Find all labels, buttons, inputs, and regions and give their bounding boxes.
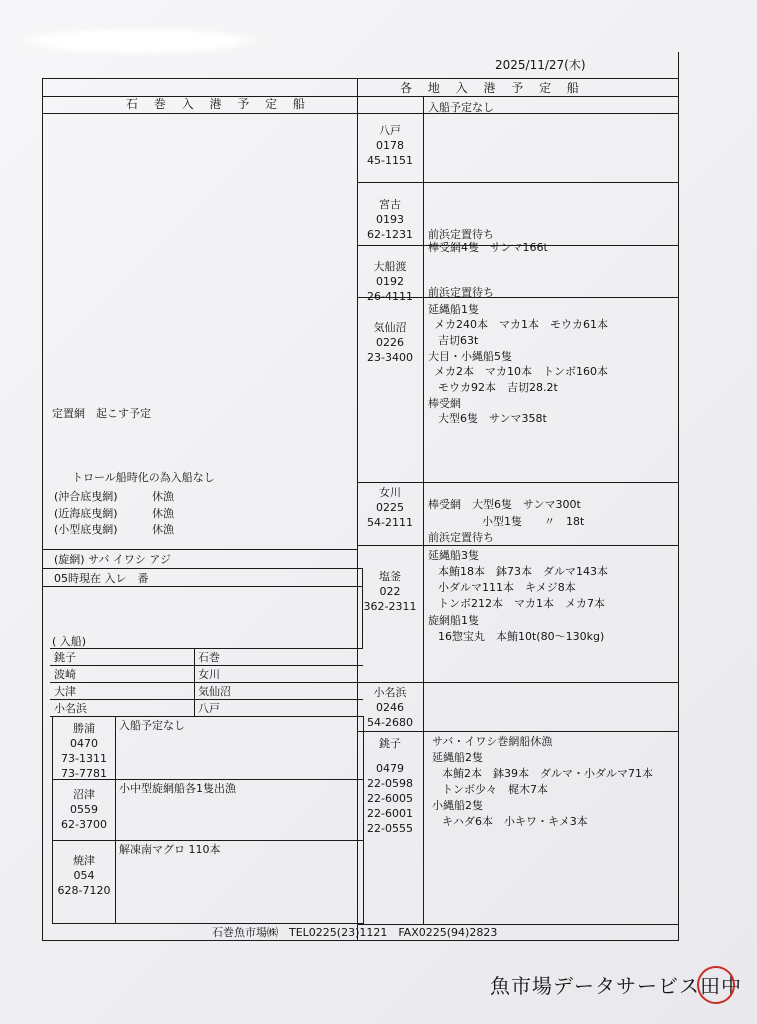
port-note: 大目・小縄船5隻 bbox=[428, 350, 512, 363]
row-line bbox=[50, 716, 363, 717]
spacer bbox=[358, 751, 422, 761]
time-status: 05時現在 入レ 番 bbox=[54, 572, 149, 585]
right-header: 各 地 入 港 予 定 船 bbox=[400, 81, 585, 95]
port-phone: 054 bbox=[73, 869, 95, 882]
port-name: 勝浦 bbox=[73, 722, 95, 735]
port-onagawa bbox=[358, 485, 422, 530]
trawl-note: トロール船時化の為入船なし bbox=[72, 471, 215, 484]
port-numazu bbox=[52, 787, 116, 832]
port-phone: 0178 bbox=[376, 139, 404, 152]
port-yaizu bbox=[52, 853, 116, 898]
trawl-row-type: (小型底曳網) bbox=[54, 523, 118, 536]
port-katsuura bbox=[52, 721, 116, 781]
port-phone: 0192 bbox=[376, 275, 404, 288]
port-kesennuma bbox=[358, 320, 422, 365]
table-bottom-border bbox=[42, 940, 679, 941]
blurred-header bbox=[18, 28, 258, 54]
col-line bbox=[423, 96, 424, 924]
inbound-to: 気仙沼 bbox=[198, 685, 231, 698]
port-phone: 22-6001 bbox=[367, 807, 413, 820]
port-choshi bbox=[358, 736, 422, 836]
port-name: 銚子 bbox=[379, 737, 401, 750]
row-line bbox=[357, 682, 679, 683]
left-header: 石 巻 入 港 予 定 船 bbox=[126, 97, 311, 111]
brand-name: 魚市場データサービス田中 bbox=[490, 974, 742, 998]
port-note: 入船予定なし bbox=[428, 101, 494, 114]
row-line bbox=[50, 648, 363, 649]
port-phone: 22-0598 bbox=[367, 777, 413, 790]
port-name: 女川 bbox=[379, 486, 401, 499]
port-name: 沼津 bbox=[73, 788, 95, 801]
port-phone: 0479 bbox=[376, 762, 404, 775]
table-left-border bbox=[42, 78, 43, 940]
port-note: 小型1隻 〃 18t bbox=[482, 515, 585, 528]
port-name: 小名浜 bbox=[373, 686, 407, 699]
port-phone: 0226 bbox=[376, 336, 404, 349]
row-line bbox=[52, 840, 364, 841]
port-name: 宮古 bbox=[379, 198, 401, 211]
port-name: 塩釜 bbox=[379, 570, 401, 583]
trawl-row-type: (沖合底曳網) bbox=[54, 490, 118, 503]
port-note: 旋網船1隻 bbox=[428, 614, 479, 627]
col-line bbox=[194, 648, 195, 716]
table-right-border bbox=[678, 52, 679, 940]
row-line bbox=[357, 182, 679, 183]
port-note: 小中型旋網船各1隻出漁 bbox=[119, 782, 236, 795]
port-phone: 62-1231 bbox=[367, 228, 413, 241]
port-note: 棒受網 大型6隻 サンマ300t bbox=[428, 498, 581, 511]
port-phone: 0470 bbox=[70, 737, 98, 750]
port-note: メカ240本 マカ1本 モウカ61本 bbox=[434, 318, 608, 331]
port-note: モウカ92本 吉切28.2t bbox=[438, 381, 558, 394]
port-note: メカ2本 マカ10本 トンボ160本 bbox=[434, 365, 608, 378]
row-line bbox=[357, 545, 679, 546]
row-line bbox=[50, 699, 363, 700]
trawl-row-status: 休漁 bbox=[152, 490, 174, 503]
header-bottom bbox=[42, 113, 679, 114]
port-note: 前浜定置待ち bbox=[428, 286, 494, 299]
port-note: 棒受網 bbox=[428, 397, 461, 410]
row-line bbox=[42, 549, 357, 550]
port-hachinohe bbox=[358, 123, 422, 168]
port-miyako bbox=[358, 197, 422, 242]
inbound-from: 銚子 bbox=[54, 651, 76, 664]
report-date: 2025/11/27(木) bbox=[495, 58, 586, 72]
port-note: 本鮪2本 鉢39本 ダルマ・小ダルマ71本 bbox=[442, 767, 653, 780]
port-note: 入船予定なし bbox=[119, 719, 185, 732]
port-phone: 0559 bbox=[70, 803, 98, 816]
senmou-line: (旋網) サバ イワシ アジ bbox=[54, 553, 171, 566]
port-note: 延縄船3隻 bbox=[428, 549, 479, 562]
row-line bbox=[52, 923, 364, 924]
port-phone: 0225 bbox=[376, 501, 404, 514]
port-note: 棒受網4隻 サンマ166t bbox=[428, 241, 548, 254]
port-note: 大型6隻 サンマ358t bbox=[438, 412, 547, 425]
port-shiogama bbox=[358, 569, 422, 614]
port-phone: 62-3700 bbox=[61, 818, 107, 831]
port-note: 前浜定置待ち bbox=[428, 228, 494, 241]
row-line bbox=[50, 682, 363, 683]
port-note: 吉切63t bbox=[438, 334, 479, 347]
port-name: 焼津 bbox=[73, 854, 95, 867]
port-phone: 022 bbox=[379, 585, 401, 598]
port-phone: 73-1311 bbox=[61, 752, 107, 765]
row-line bbox=[42, 568, 362, 569]
port-phone: 73-7781 bbox=[61, 767, 107, 780]
port-phone: 22-6005 bbox=[367, 792, 413, 805]
port-note: 小ダルマ111本 キメジ8本 bbox=[438, 581, 576, 594]
port-note: トンボ212本 マカ1本 メカ7本 bbox=[438, 597, 605, 610]
port-note: 本鮪18本 鉢73本 ダルマ143本 bbox=[438, 565, 608, 578]
row-line bbox=[50, 665, 363, 666]
inbound-label: ( 入船) bbox=[52, 635, 87, 648]
inbound-from: 小名浜 bbox=[54, 702, 87, 715]
port-ofunato bbox=[358, 259, 422, 304]
port-note: 解凍南マグロ 110本 bbox=[119, 843, 221, 856]
inbound-to: 女川 bbox=[198, 668, 220, 681]
port-note: 前浜定置待ち bbox=[428, 531, 494, 544]
inbound-from: 波崎 bbox=[54, 668, 76, 681]
port-name: 大船渡 bbox=[373, 260, 407, 273]
row-line bbox=[357, 731, 679, 732]
inbound-to: 八戸 bbox=[198, 702, 220, 715]
port-phone: 23-3400 bbox=[367, 351, 413, 364]
port-note: サバ・イワシ巻網船休漁 bbox=[432, 735, 553, 748]
port-phone: 0246 bbox=[376, 701, 404, 714]
port-phone: 26-4111 bbox=[367, 290, 413, 303]
port-name: 八戸 bbox=[379, 124, 401, 137]
trawl-row-status: 休漁 bbox=[152, 507, 174, 520]
port-phone: 628-7120 bbox=[57, 884, 111, 897]
port-phone: 54-2111 bbox=[367, 516, 413, 529]
port-note: 16惣宝丸 本鮪10t(80～130kg) bbox=[438, 630, 605, 643]
teichi-note: 定置網 起こす予定 bbox=[52, 407, 151, 420]
trawl-row-type: (近海底曳網) bbox=[54, 507, 118, 520]
trawl-row-status: 休漁 bbox=[152, 523, 174, 536]
market-contact: 石巻魚市場㈱ TEL0225(23)1121 FAX0225(94)2823 bbox=[212, 926, 498, 939]
port-phone: 45-1151 bbox=[367, 154, 413, 167]
table-top-border bbox=[42, 78, 679, 79]
port-note: 延縄船2隻 bbox=[432, 751, 483, 764]
port-phone: 54-2680 bbox=[367, 716, 413, 729]
port-note: 延縄船1隻 bbox=[428, 303, 479, 316]
inbound-from: 大津 bbox=[54, 685, 76, 698]
port-note: キハダ6本 小キワ・キメ3本 bbox=[442, 815, 588, 828]
port-name: 気仙沼 bbox=[373, 321, 407, 334]
row-line bbox=[42, 586, 362, 587]
port-phone: 0193 bbox=[376, 213, 404, 226]
row-line bbox=[357, 482, 679, 483]
port-note: トンボ少々 梶木7本 bbox=[442, 783, 548, 796]
port-phone: 362-2311 bbox=[363, 600, 417, 613]
inbound-to: 石巻 bbox=[198, 651, 220, 664]
port-note: 小縄船2隻 bbox=[432, 799, 483, 812]
port-onahama bbox=[358, 685, 422, 730]
port-phone: 22-0555 bbox=[367, 822, 413, 835]
